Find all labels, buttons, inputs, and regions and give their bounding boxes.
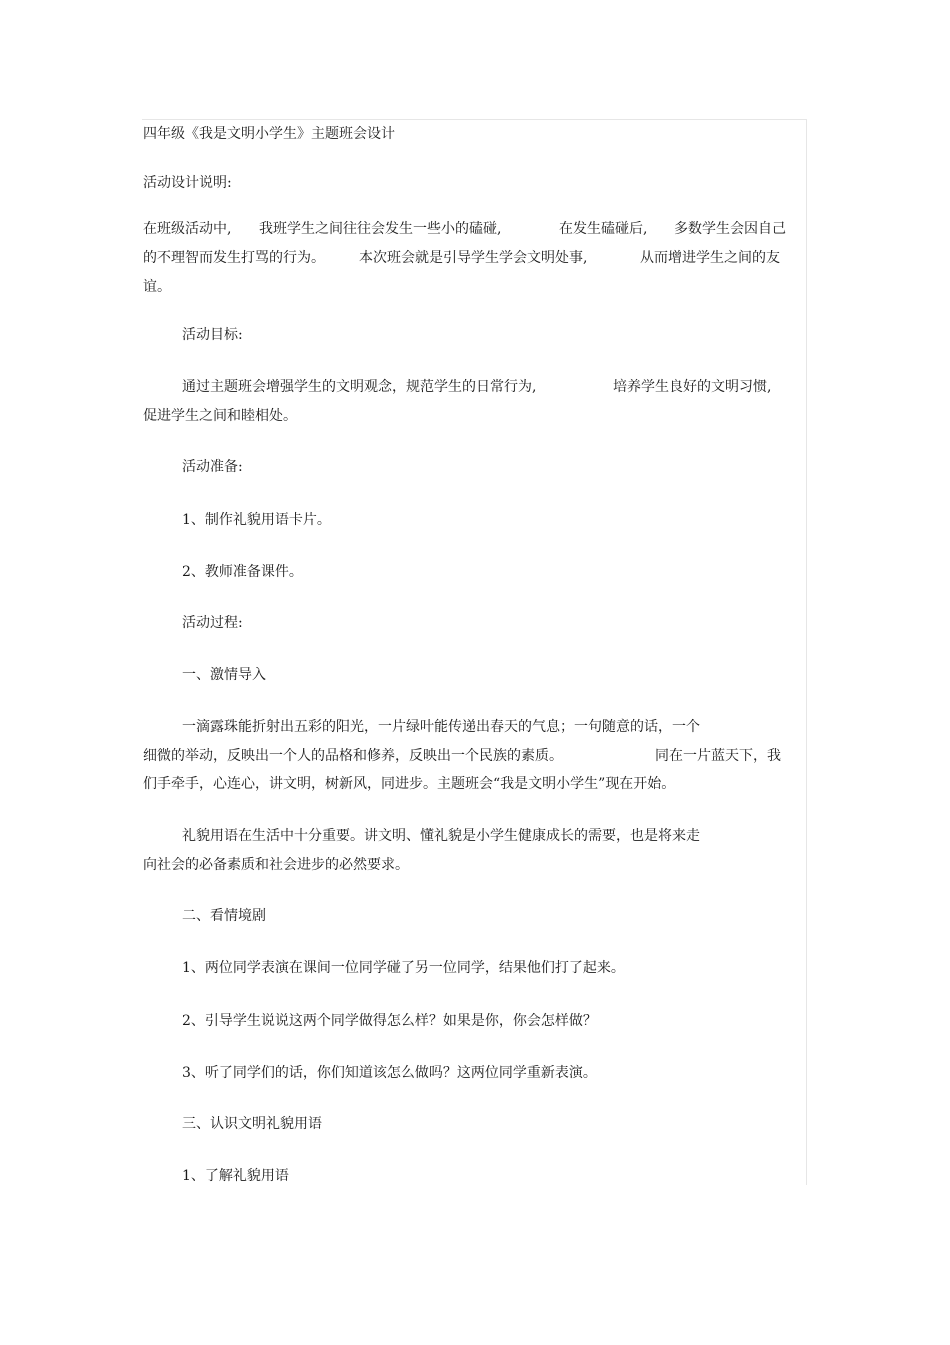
design-desc-line1-d: 多数学生会因自己 — [674, 221, 786, 237]
s1p1-line2-a: 细微的举动，反映出一个人的品格和修养，反映出一个民族的素质。 — [143, 748, 563, 764]
design-desc-line1-a: 在班级活动中, — [143, 221, 232, 237]
process-heading: 活动过程: — [182, 615, 243, 631]
s1p1-line3: 们手牵手，心连心，讲文明，树新风，同进步。主题班会“我是文明小学生”现在开始。 — [143, 776, 676, 792]
design-heading: 活动设计说明: — [143, 175, 232, 191]
design-desc-line1-c: 在发生磕碰后, — [559, 221, 648, 237]
design-desc-line1-b: 我班学生之间往往会发生一些小的磕碰, — [259, 221, 502, 237]
section3-title: 三、认识文明礼貌用语 — [182, 1116, 322, 1132]
s1p2-line1: 礼貌用语在生活中十分重要。讲文明、懂礼貌是小学生健康成长的需要，也是将来走 — [182, 828, 700, 844]
prep-heading: 活动准备: — [182, 459, 243, 475]
section2-item: 1、两位同学表演在课间一位同学碰了另一位同学，结果他们打了起来。 — [182, 960, 625, 976]
section3-item: 1、了解礼貌用语 — [182, 1168, 289, 1184]
section2-item: 3、听了同学们的话，你们知道该怎么做吗？这两位同学重新表演。 — [182, 1065, 597, 1081]
design-desc-line3: 谊。 — [143, 279, 171, 295]
goal-heading: 活动目标: — [182, 327, 243, 343]
s1p1-line1: 一滴露珠能折射出五彩的阳光，一片绿叶能传递出春天的气息；一句随意的话，一个 — [182, 719, 700, 735]
document-title: 四年级《我是文明小学生》主题班会设计 — [143, 126, 395, 142]
design-desc-line2-a: 的不理智而发生打骂的行为。 — [143, 250, 325, 266]
goal-line1-a: 通过主题班会增强学生的文明观念，规范学生的日常行为, — [182, 379, 537, 395]
goal-line1-b: 培养学生良好的文明习惯, — [613, 379, 772, 395]
s1p1-line2-b: 同在一片蓝天下，我 — [655, 748, 781, 764]
section2-item: 2、引导学生说说这两个同学做得怎么样？如果是你，你会怎样做？ — [182, 1013, 597, 1029]
section2-title: 二、看情境剧 — [182, 908, 266, 924]
prep-item: 1、制作礼貌用语卡片。 — [182, 512, 331, 528]
design-desc-line2-c: 从而增进学生之间的友 — [640, 250, 780, 266]
design-desc-line2-b: 本次班会就是引导学生学会文明处事, — [359, 250, 588, 266]
s1p2-line2: 向社会的必备素质和社会进步的必然要求。 — [143, 857, 409, 873]
section1-title: 一、激情导入 — [182, 667, 266, 683]
goal-line2: 促进学生之间和睦相处。 — [143, 408, 297, 424]
prep-item: 2、教师准备课件。 — [182, 564, 303, 580]
